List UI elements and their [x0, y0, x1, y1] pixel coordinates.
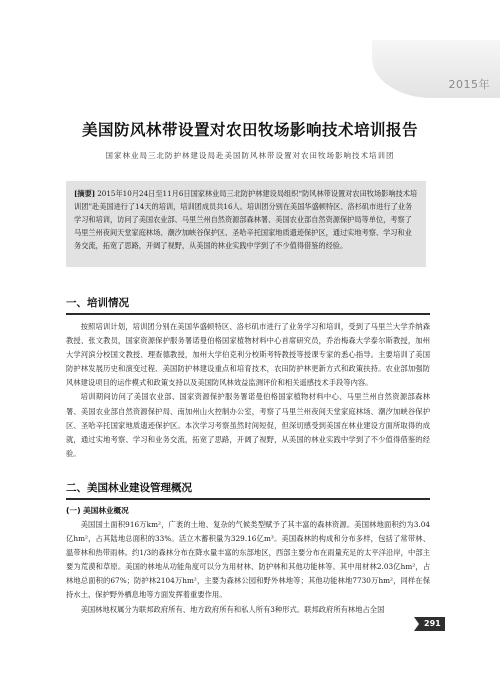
section-training: [66, 296, 430, 461]
article-authors: 国家林业局三北防护林建设局赴美国防风林带设置对农田牧场影响技术培训团: [105, 151, 395, 160]
section-divider: [66, 498, 430, 500]
abstract-box: [66, 181, 426, 267]
paragraph: 美国林地权属分为联邦政府所有、地方政府所有和私人所有3种形式。联邦政府所有林地占全国: [80, 604, 385, 614]
abstract-text: 2015年10月24日至11月6日国家林业局三北防护林建设局组织“防风林带设置对农田牧场影响技术培训团”赴美国进行了14天的培训，培训团成员共16人。培训团分别在美国华盛顿特区、洛杉矶市进行了业务学习和培训，访问了美国农业部、马里兰州自然资源部森林署、美国农业部自然资源保护局等单位，考察了马里兰州夜间天堂家庭林场、潮汐加峡谷保护区、圣哈辛托国家地质遗迹保护区，通过实地考察、学习和业务交流，拓宽了思路，开阔了视野，从美国的林业实践中学到了不少值得借鉴的经验。: [74, 189, 418, 250]
section-heading-training: 一、培训情况: [66, 297, 129, 309]
abstract-tag: [摘要]: [74, 189, 96, 198]
section-heading-overview: 二、美国林业建设管理概况: [66, 482, 192, 494]
year-label: 2015年: [448, 78, 490, 91]
article-title: 美国防风林带设置对农田牧场影响技术培训报告: [81, 121, 418, 139]
year-banner: [372, 40, 500, 98]
section-forestry-overview: [66, 481, 430, 617]
paragraph: 美国国土面积916万km²，广袤的土地、复杂的气候类型赋予了其丰富的森林资源。美国林地面积约为3.04亿hm²，占其陆地总面积的33%。活立木蓄积量为329.16亿m³。美国森林的构成和分布多样，包括了常带林、温带林和热带雨林。约1/3的森林分布在降水量丰富的东部地区，西部主要分布在雨量充足的太平洋沿岸，中部主要为荒漠和草原。美国的林地从功能角度可以分为用材林、防护林和其他功能林等。其中用材林2.03亿hm²，占林地总面积的67%；防护林2104万hm²，主要为森林公园和野外林地等；其他功能林地7730万hm²，同样在保持水土、保护野外栖息地等方面发挥着重要作用。: [66, 520, 430, 600]
section-divider: [66, 313, 430, 315]
paragraph: 培训期间访问了美国农业部、国家资源保护服务署诺曼伯格国家植物材料中心、马里兰州自然资源部森林署、美国农业部自然资源保护局、南加州山火控制办公室，考察了马里兰州夜间天堂家庭林场、潮汐加峡谷保护区、圣哈辛托国家地质遗迹保护区。本次学习考察虽然时间短促，但深切感受到美国在林业建设方面所取得的成就，通过实地考察、学习和业务交流，拓宽了思路，开阔了视野，从美国的林业实践中学到了不少值得借鉴的经验。: [66, 392, 430, 458]
page-number: 291: [414, 617, 445, 631]
subheading-forestry-profile: (一) 美国林业概况: [66, 506, 129, 515]
paragraph: 按照培训计划，培训团分别在美国华盛顿特区、洛杉矶市进行了业务学习和培训，受到了马里兰大学乔纳森教授、张文教员，国家资源保护服务署诺曼伯格国家植物材料中心首席研究员，乔治梅森大学泰尔斯教授，加州大学河滨分校国文教授、理查德教授，加州大学伯克利分校斯考特教授等授课专家的悉心指导。主要培训了美国防护林发展历史和演变过程、美国防护林建设重点和培育技术，农田防护林更新方式和政策扶持。农业部加强防风林建设项目的运作模式和政策支持以及美国防风林效益监测评价和相关遥感技术手段等内容。: [66, 322, 430, 388]
